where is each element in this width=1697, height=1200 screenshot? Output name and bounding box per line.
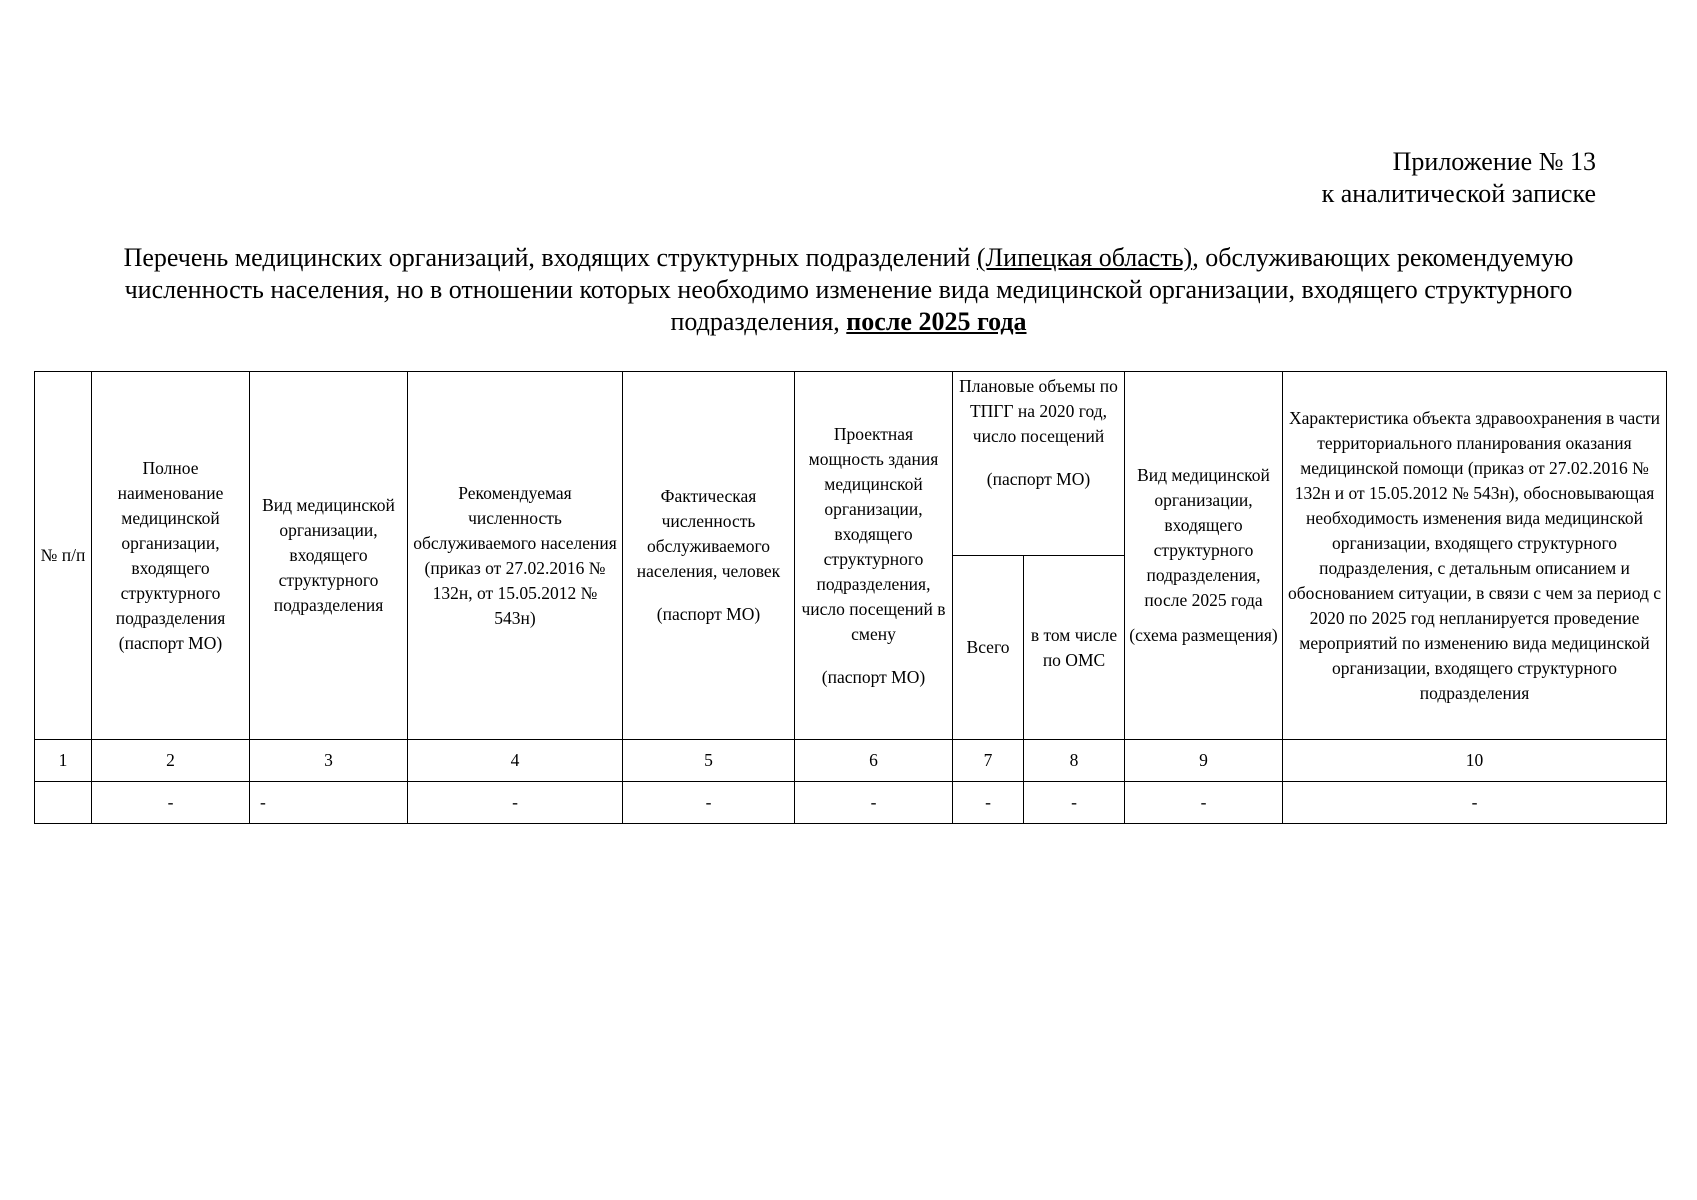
table-cell — [35, 782, 92, 824]
column-number: 5 — [623, 740, 795, 782]
appendix-heading — [1322, 146, 1596, 210]
title-part2: , обслуживающих рекомендуемую численность населения, но в отношении которых необходимо изменение вида медицинской организации, входящего структурного подразделения, — [124, 243, 1574, 336]
header-recommended-population: Рекомендуемая численность обслуживаемого населения (приказ от 27.02.2016 № 132н, от 15.05.2012 № 543н) — [408, 372, 623, 740]
column-number: 7 — [953, 740, 1024, 782]
table-cell: - — [408, 782, 623, 824]
title-region: (Липецкая область) — [976, 243, 1193, 272]
header-type-after-2025: Вид медицинской организации, входящего структурного подразделения, после 2025 года (схема размещения) — [1125, 372, 1283, 740]
table-cell: - — [1283, 782, 1667, 824]
appendix-reference: к аналитической записке — [1321, 179, 1596, 208]
table-cell: - — [953, 782, 1024, 824]
header-row-top — [35, 372, 1667, 556]
header-actual-population: Фактическая численность обслуживаемого населения, человек (паспорт МО) — [623, 372, 795, 740]
column-number: 10 — [1283, 740, 1667, 782]
column-number: 1 — [35, 740, 92, 782]
header-design-capacity: Проектная мощность здания медицинской организации, входящего структурного подразделения, число посещений в смену (паспорт МО) — [795, 372, 953, 740]
table-row — [35, 782, 1667, 824]
header-number: № п/п — [35, 372, 92, 740]
appendix-number: Приложение № 13 — [1392, 147, 1596, 176]
header-org-type: Вид медицинской организации, входящего структурного подразделения — [250, 372, 408, 740]
table-cell: - — [623, 782, 795, 824]
table-cell: - — [1024, 782, 1125, 824]
header-characteristics: Характеристика объекта здравоохранения в части территориального планирования оказания медицинской помощи (приказ от 27.02.2016 № 132н и от 15.05.2012 № 543н), обосновывающая необходимость изменения вида медицинской организации, входящего структурного подразделения, с детальным описанием и обоснованием ситуации, в связи с чем за период с 2020 по 2025 год непланируется проведение мероприятий по изменению вида медицинской организации, входящего структурного подразделения — [1283, 372, 1667, 740]
column-number: 9 — [1125, 740, 1283, 782]
document-title — [60, 242, 1637, 338]
header-total: Всего — [953, 556, 1024, 740]
column-number: 2 — [92, 740, 250, 782]
column-number: 6 — [795, 740, 953, 782]
column-number-row — [35, 740, 1667, 782]
header-full-name: Полное наименование медицинской организации, входящего структурного подразделения (паспорт МО) — [92, 372, 250, 740]
table-cell: - — [250, 782, 408, 824]
title-part1: Перечень медицинских организаций, входящих структурных подразделений — [123, 243, 977, 272]
table-cell: - — [795, 782, 953, 824]
column-number: 3 — [250, 740, 408, 782]
column-number: 8 — [1024, 740, 1125, 782]
header-planned-volumes: Плановые объемы по ТПГГ на 2020 год, число посещений (паспорт МО) — [953, 372, 1125, 556]
table-cell: - — [92, 782, 250, 824]
table-cell: - — [1125, 782, 1283, 824]
column-number: 4 — [408, 740, 623, 782]
header-incl-oms: в том числе по ОМС — [1024, 556, 1125, 740]
organizations-table — [34, 371, 1667, 824]
title-period: после 2025 года — [846, 307, 1027, 336]
